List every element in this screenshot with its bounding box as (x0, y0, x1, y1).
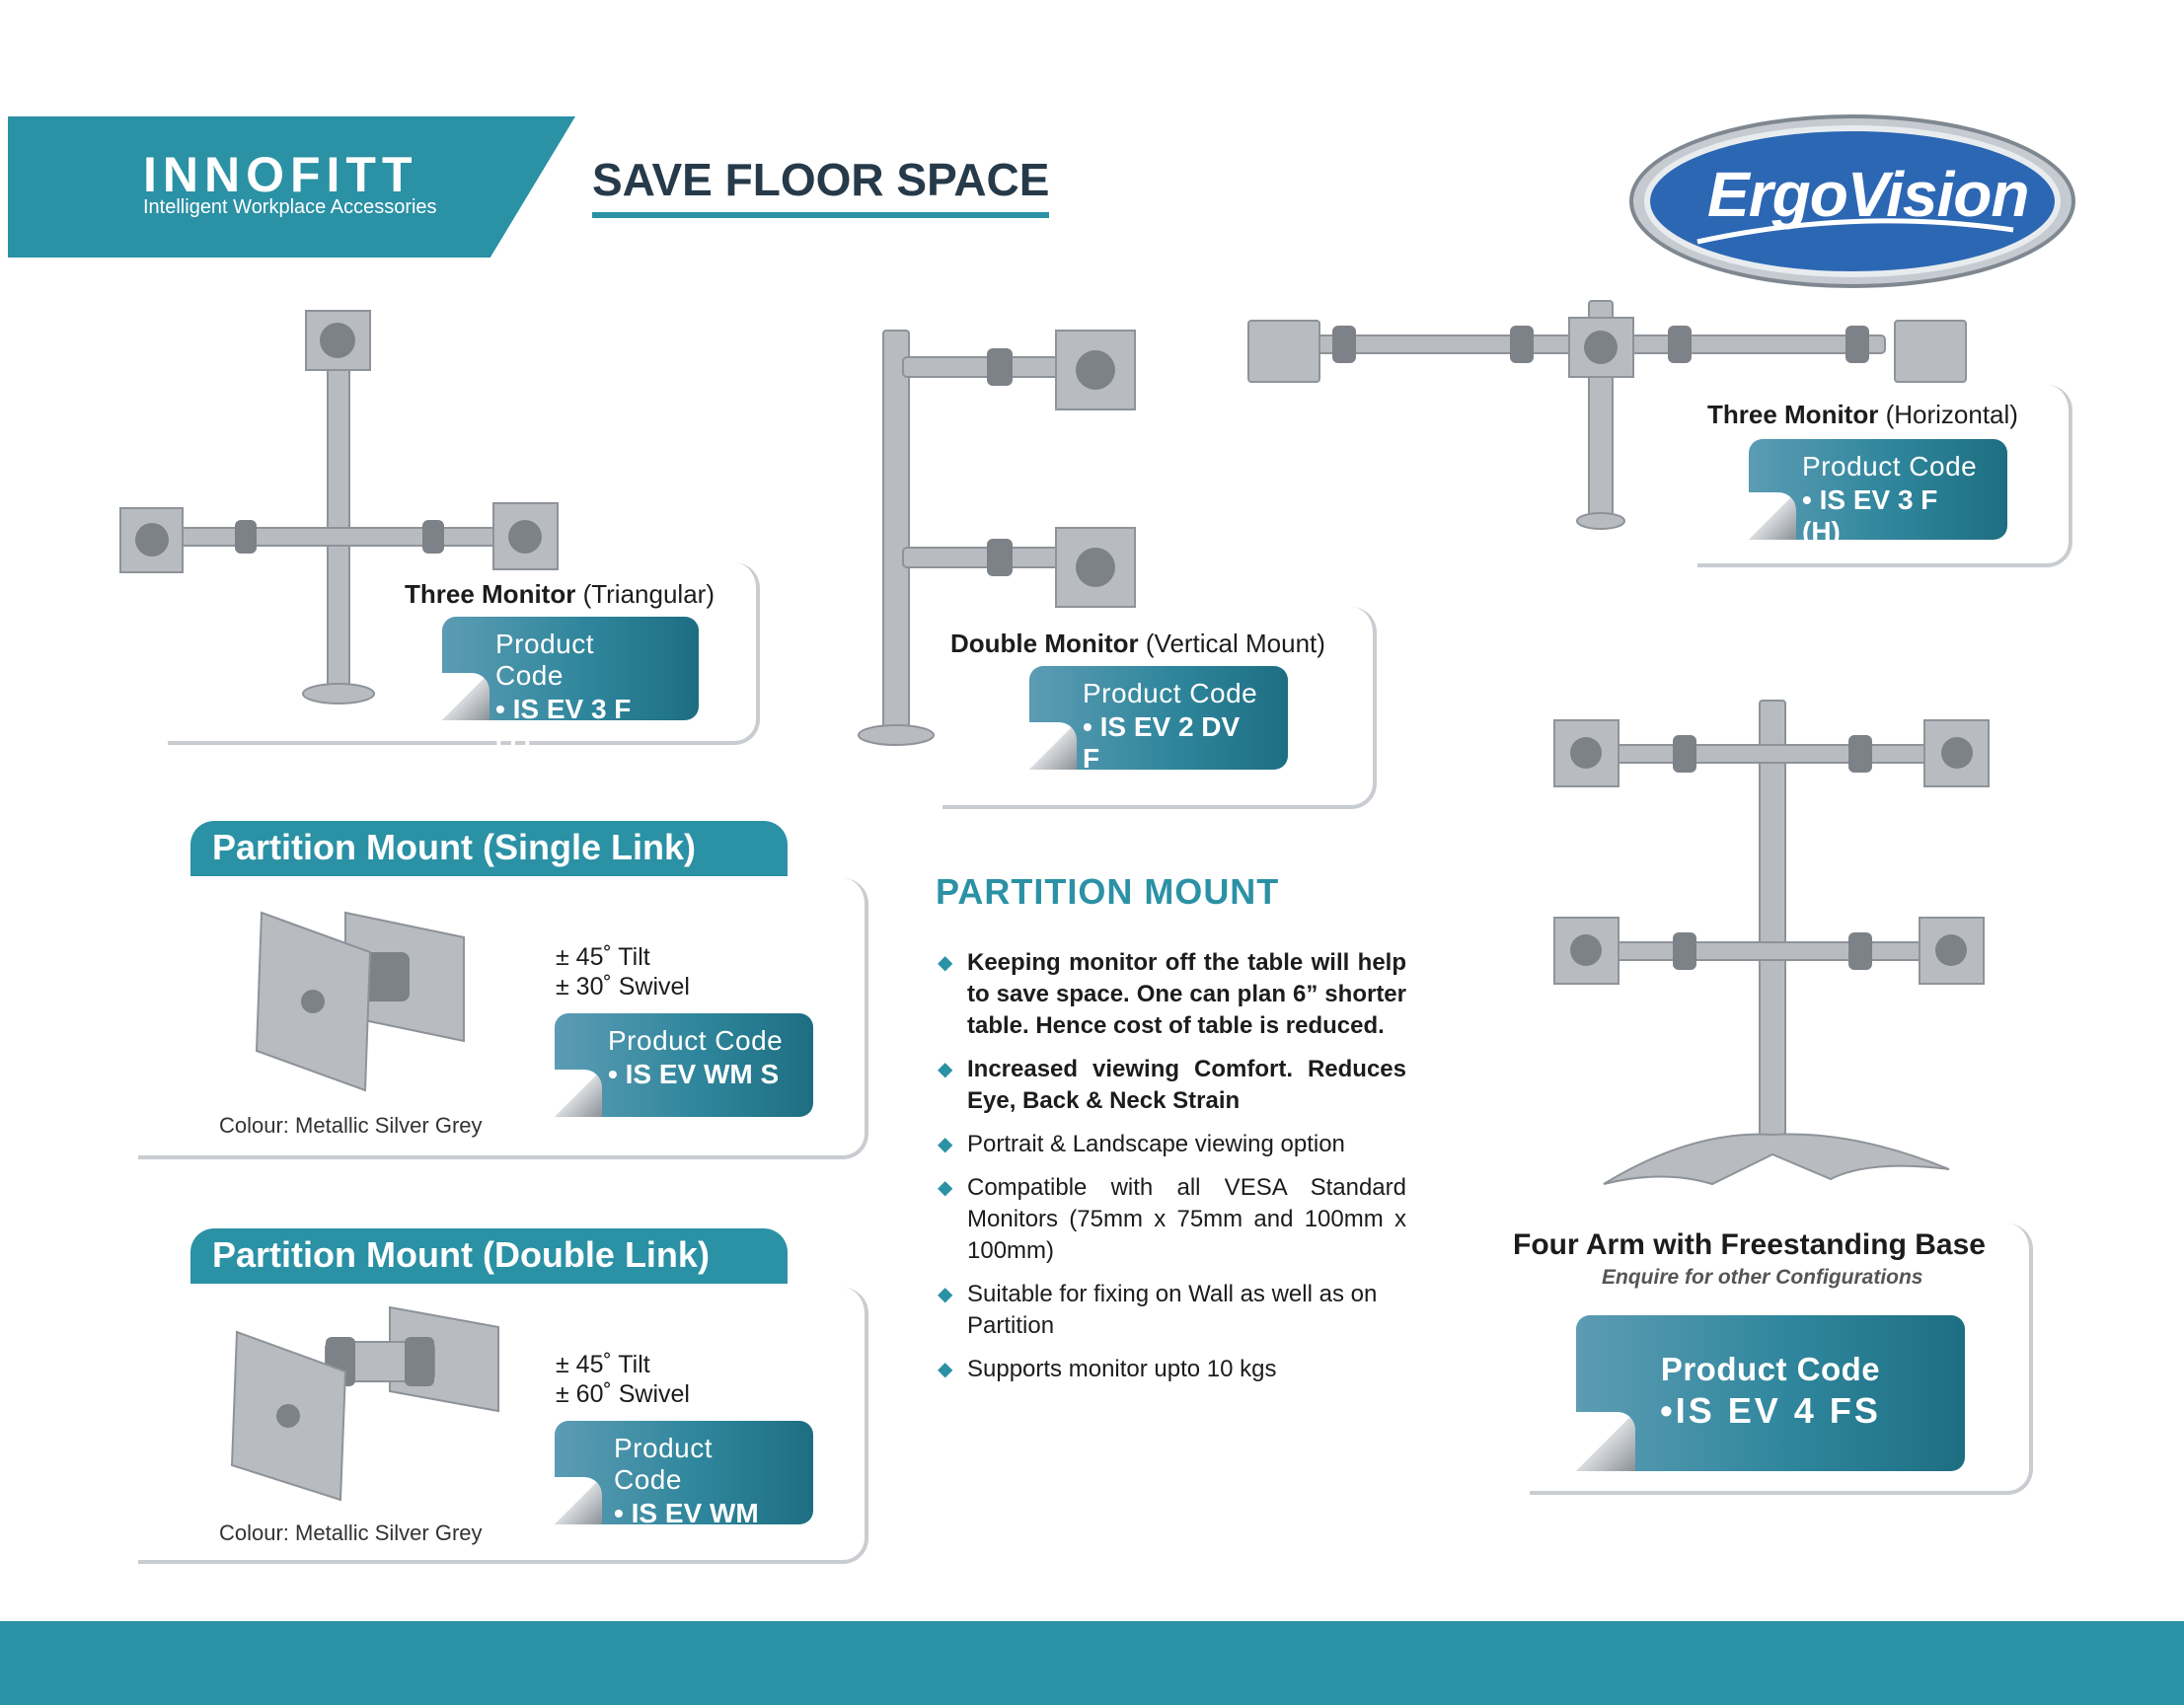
feature-item: ◆ Suitable for fixing on Wall as well as on Partition (938, 1281, 1378, 1339)
four-arm-product-code: Product Code •IS EV 4 FS (1576, 1315, 1965, 1471)
triangular-product-code: Product Code • IS EV 3 F (T) (442, 617, 699, 720)
feature-item: ◆ Keeping monitor off the table will help to save space. One can plan 6” shorter table. Hence cost of table is reduced. (938, 949, 1406, 1039)
feature-item: ◆ Supports monitor upto 10 kgs (938, 1356, 1277, 1382)
four-arm-title: Four Arm with Freestanding Base (1513, 1228, 1986, 1261)
brand-tagline: Intelligent Workplace Accessories (143, 196, 437, 218)
double-link-banner: Partition Mount (Double Link) (190, 1228, 788, 1284)
four-arm-freestanding-image (1544, 696, 1998, 1194)
partition-mount-heading: PARTITION MOUNT (936, 871, 1280, 912)
ergovision-logo-text: ErgoVision (1707, 159, 2029, 230)
feature-item: ◆ Portrait & Landscape viewing option (938, 1131, 1345, 1157)
horizontal-title: Three Monitor (Horizontal) (1707, 400, 2018, 429)
page-title: SAVE FLOOR SPACE (592, 153, 1049, 218)
partition-mount-features (938, 947, 1406, 1397)
single-link-swivel: ± 30˚ Swivel (556, 973, 690, 1001)
single-link-banner: Partition Mount (Single Link) (190, 821, 788, 876)
single-link-tilt: ± 45˚ Tilt (556, 943, 650, 971)
vertical-title: Double Monitor (Vertical Mount) (950, 629, 1325, 658)
vertical-product-code: Product Code • IS EV 2 DV F (1029, 666, 1288, 770)
feature-item: ◆ Compatible with all VESA Standard Monitors (75mm x 75mm and 100mm x 100mm) (938, 1174, 1406, 1264)
single-link-colour: Colour: Metallic Silver Grey (219, 1113, 483, 1138)
four-arm-subtitle: Enquire for other Configurations (1602, 1266, 1923, 1289)
double-link-colour: Colour: Metallic Silver Grey (219, 1520, 483, 1545)
horizontal-product-code: Product Code • IS EV 3 F (H) (1749, 439, 2007, 540)
double-link-mount-image (227, 1302, 503, 1510)
triangular-title: Three Monitor (Triangular) (405, 579, 715, 609)
single-link-mount-image (252, 893, 474, 1100)
double-link-product-code: Product Code • IS EV WM D (555, 1421, 813, 1524)
double-link-tilt: ± 45˚ Tilt (556, 1351, 650, 1378)
double-link-swivel: ± 60˚ Swivel (556, 1380, 690, 1408)
feature-item: ◆ Increased viewing Comfort. Reduces Eye, Back & Neck Strain (938, 1056, 1406, 1114)
footer-bar (0, 1621, 2184, 1705)
brand-logo-text: INNOFITT (143, 147, 418, 202)
single-link-product-code: Product Code • IS EV WM S (555, 1013, 813, 1117)
